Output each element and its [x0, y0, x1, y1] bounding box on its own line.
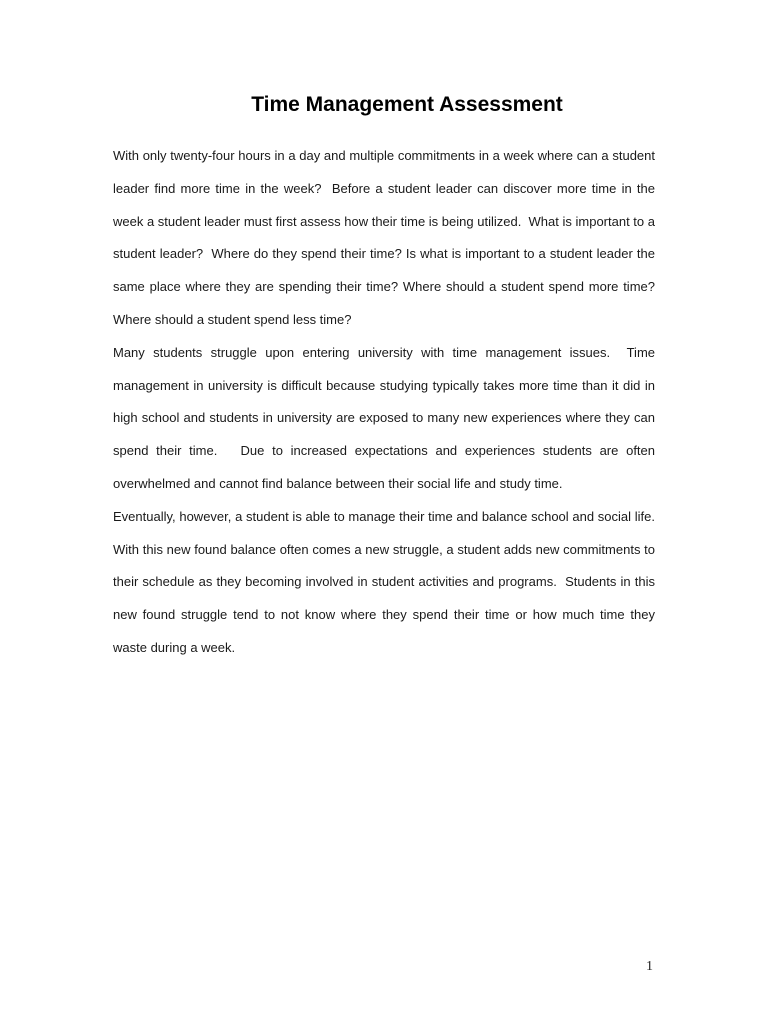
page-title: Time Management Assessment	[251, 93, 563, 116]
paragraph-balance: Eventually, however, a student is able to manage their time and balance school and social life. With this new found balance often comes a new struggle, a student adds new commitments to their schedule as they becoming involved in student activities and programs. Students in this new found struggle tend to not know where they spend their time or how much time they waste during a week.	[113, 508, 663, 655]
document-body	[113, 140, 663, 665]
page-number: 1	[646, 959, 653, 974]
paragraph-intro: With only twenty-four hours in a day and multiple commitments in a week where can a student leader find more time in the week? Before a student leader can discover more time in the week a student leader must first assess how their time is being utilized. What is important to a student leader? Where do they spend their time? Is what is important to a student leader the same place where they are spending their time? Where should a student spend more time? Where should a student spend less time?	[113, 148, 663, 327]
paragraph-struggle: Many students struggle upon entering university with time management issues. Time management in university is difficult because studying typically takes more time than it did in high school and students in university are exposed to many new experiences where they can spend their time. Due to increased expectations and experiences students are often overwhelmed and cannot find balance between their social life and study time.	[113, 344, 659, 491]
